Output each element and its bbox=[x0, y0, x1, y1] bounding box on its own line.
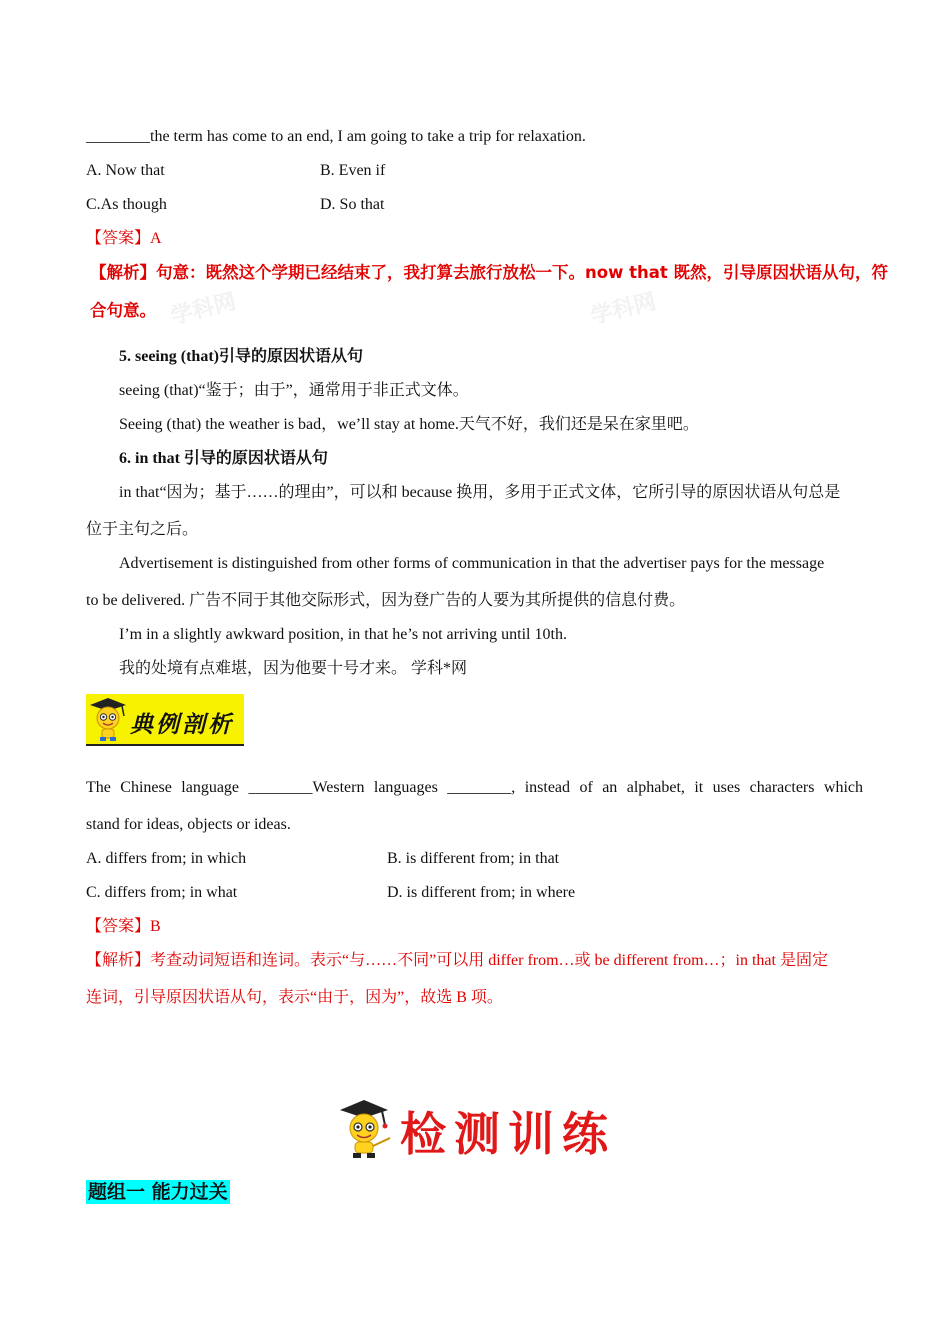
watermark-logo: 学科网 bbox=[588, 289, 659, 330]
section6-example2-en: I’m in a slightly awkward position, in that he’s not arriving until 10th. bbox=[119, 626, 567, 643]
cartoon-student-icon bbox=[336, 1098, 392, 1160]
q1-answer: 【答案】A bbox=[86, 230, 162, 247]
q2-stem-line1: The Chinese language ________Western languages ________, instead of an alphabet, it uses characters which bbox=[86, 779, 863, 796]
q2-option-b: B. is different from; in that bbox=[387, 850, 560, 867]
section6-example2-cn: 我的处境有点难堪，因为他要十号才来。 学科*网 bbox=[119, 660, 468, 677]
section5-example: Seeing (that) the weather is bad，we’ll stay at home.天气不好，我们还是呆在家里吧。 bbox=[119, 416, 699, 433]
section6-example1-line2: to be delivered. 广告不同于其他交际形式，因为登广告的人要为其所提供的信息付费。 bbox=[86, 592, 686, 609]
q2-analysis-line1: 【解析】考查动词短语和连词。表示“与……不同”可以用 differ from…或 be different from…；in that 是固定 bbox=[86, 952, 828, 969]
q2-option-c: C. differs from; in what bbox=[86, 884, 238, 901]
section5-heading: 5. seeing (that)引导的原因状语从句 bbox=[119, 348, 363, 365]
q1-option-d: D. So that bbox=[320, 196, 385, 213]
q2-option-d: D. is different from; in where bbox=[387, 884, 576, 901]
q1-analysis-line2: 合句意。 bbox=[90, 301, 156, 320]
q1-option-c: C.As though bbox=[86, 196, 167, 213]
cartoon-student-icon bbox=[88, 696, 128, 742]
q2-stem-line2: stand for ideas, objects or ideas. bbox=[86, 816, 291, 833]
test-training-title: 检测训练 bbox=[400, 1107, 616, 1161]
q1-option-b: B. Even if bbox=[320, 162, 386, 179]
section6-example1-line1: Advertisement is distinguished from other forms of communication in that the advertiser pays for the message bbox=[119, 555, 825, 572]
q2-option-a: A. differs from; in which bbox=[86, 850, 247, 867]
example-analysis-title: 典例剖析 bbox=[130, 711, 234, 738]
group-one-header: 题组一 能力过关 bbox=[88, 1181, 228, 1203]
q1-analysis-line1: 【解析】句意：既然这个学期已经结束了，我打算去旅行放松一下。now that 既然，引导原因状语从句，符 bbox=[90, 263, 888, 282]
section5-definition: seeing (that)“鉴于；由于”，通常用于非正式文体。 bbox=[119, 382, 469, 399]
section6-definition-line2: 位于主句之后。 bbox=[86, 521, 199, 538]
q1-stem: ________the term has come to an end, I am going to take a trip for relaxation. bbox=[86, 128, 586, 145]
q1-option-a: A. Now that bbox=[86, 162, 165, 179]
q2-analysis-line2: 连词，引导原因状语从句，表示“由于，因为”，故选 B 项。 bbox=[86, 989, 503, 1006]
example-analysis-badge bbox=[86, 694, 244, 746]
section6-definition-line1: in that“因为；基于……的理由”，可以和 because 换用，多用于正式文体，它所引导的原因状语从句总是 bbox=[119, 484, 841, 501]
section6-heading: 6. in that 引导的原因状语从句 bbox=[119, 450, 328, 467]
watermark-logo: 学科网 bbox=[168, 289, 239, 330]
q2-answer: 【答案】B bbox=[86, 918, 161, 935]
